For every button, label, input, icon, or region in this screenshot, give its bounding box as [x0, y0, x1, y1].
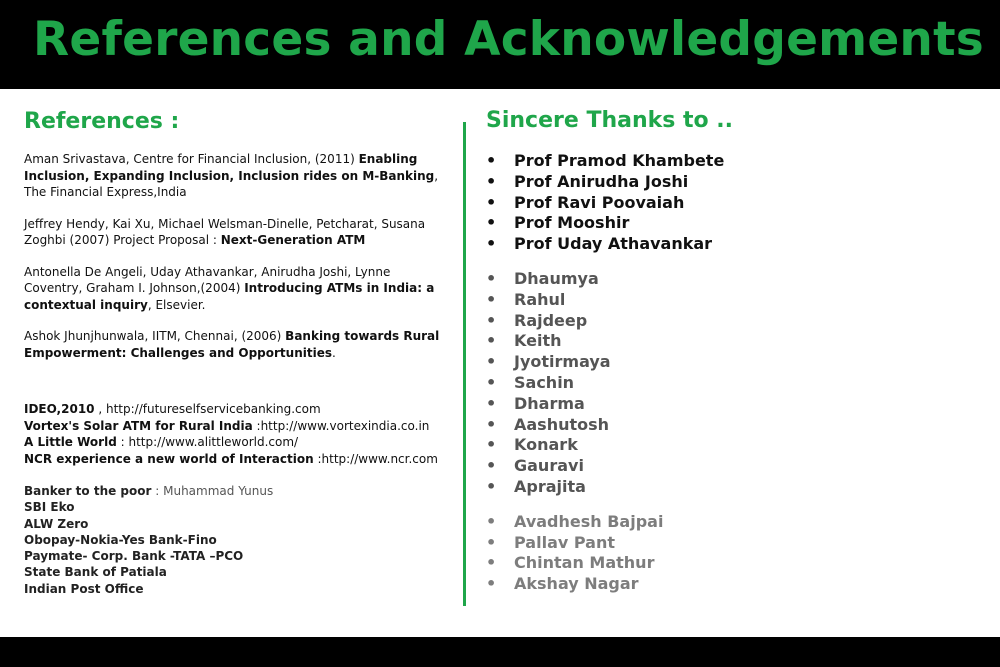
professor-name: • Prof Uday Athavankar — [486, 234, 966, 255]
thanks-column — [486, 108, 966, 595]
organization-item — [24, 483, 444, 499]
web-reference-url: :http://www.ncr.com — [313, 451, 438, 466]
organization-item — [24, 499, 444, 515]
web-reference-name: A Little World — [24, 435, 117, 449]
web-reference-item — [24, 434, 444, 451]
professor-name: • Prof Mooshir — [486, 213, 966, 234]
reference-item — [24, 328, 444, 361]
column-divider — [463, 122, 466, 606]
others-list — [486, 512, 966, 595]
peers-list — [486, 269, 966, 498]
other-name: • Pallav Pant — [486, 533, 966, 554]
other-name: • Avadhesh Bajpai — [486, 512, 966, 533]
reference-list — [24, 151, 444, 361]
web-reference-item — [24, 401, 444, 418]
reference-authors: Ashok Jhunjhunwala, IITM, Chennai, (2006) — [24, 329, 286, 343]
reference-authors: Aman Srivastava, Centre for Financial Inclusion, (2011) — [24, 152, 359, 166]
web-reference-name: Vortex's Solar ATM for Rural India — [24, 418, 253, 433]
web-reference-list — [24, 401, 444, 467]
peer-name: • Gauravi — [486, 456, 966, 477]
web-reference-item — [24, 418, 444, 435]
reference-item — [24, 216, 444, 249]
peer-name: • Aashutosh — [486, 415, 966, 436]
thanks-heading: Sincere Thanks to .. — [486, 108, 734, 133]
organization-item — [24, 532, 444, 548]
reference-title: Banking towards Rural Empowerment: Challenges and Opportunities — [24, 329, 440, 360]
reference-title: Next-Generation ATM — [220, 233, 366, 247]
organization-item — [24, 548, 444, 564]
web-reference-name: IDEO,2010 — [24, 402, 95, 416]
reference-title: Enabling Inclusion, Expanding Inclusion, Inclusion rides on M-Banking — [24, 152, 435, 183]
organization-name: SBI Eko — [24, 500, 75, 515]
reference-title: Introducing ATMs in India: a contextual inquiry — [24, 281, 435, 312]
peer-name: • Aprajita — [486, 477, 966, 498]
references-column — [24, 109, 444, 597]
professor-name: • Prof Anirudha Joshi — [486, 172, 966, 193]
web-reference-url: , http://futureselfservicebanking.com — [94, 402, 321, 416]
peer-name: • Keith — [486, 331, 966, 352]
peer-name: • Rahul — [486, 290, 966, 311]
organization-name: ALW Zero — [24, 516, 89, 531]
organization-name: Obopay-Nokia-Yes Bank-Fino — [24, 532, 217, 547]
organization-detail: : Muhammad Yunus — [151, 484, 274, 498]
reference-authors: Jeffrey Hendy, Kai Xu, Michael Welsman-Dinelle, Petcharat, Susana Zoghbi (2007) Project Proposal : — [24, 216, 426, 247]
web-reference-url: :http://www.vortexindia.co.in — [252, 418, 430, 433]
other-name: • Akshay Nagar — [486, 574, 966, 595]
web-reference-url: : http://www.alittleworld.com/ — [116, 435, 299, 449]
organization-name: State Bank of Patiala — [24, 565, 167, 580]
professor-name: • Prof Pramod Khambete — [486, 151, 966, 172]
reference-source: , The Financial Express,India — [24, 168, 439, 199]
peer-name: • Dharma — [486, 394, 966, 415]
organization-item — [24, 516, 444, 532]
organization-list — [24, 483, 444, 597]
reference-source: , Elsevier. — [147, 297, 206, 312]
peer-name: • Sachin — [486, 373, 966, 394]
web-reference-name: NCR experience a new world of Interaction — [24, 451, 314, 466]
reference-item — [24, 264, 444, 314]
organization-name: Banker to the poor — [24, 484, 152, 498]
peer-name: • Konark — [486, 435, 966, 456]
organization-name: Paymate- Corp. Bank -TATA –PCO — [24, 549, 244, 564]
reference-item — [24, 151, 444, 201]
footer-bar — [0, 637, 1000, 667]
organization-item — [24, 581, 444, 597]
slide-title: References and Acknowledgements — [33, 12, 984, 67]
reference-source: . — [332, 345, 336, 360]
professor-name: • Prof Ravi Poovaiah — [486, 193, 966, 214]
peer-name: • Rajdeep — [486, 311, 966, 332]
organization-item — [24, 564, 444, 580]
references-heading: References : — [24, 109, 180, 134]
other-name: • Chintan Mathur — [486, 553, 966, 574]
peer-name: • Dhaumya — [486, 269, 966, 290]
professors-list — [486, 151, 966, 255]
title-bar — [0, 0, 1000, 89]
peer-name: • Jyotirmaya — [486, 352, 966, 373]
organization-name: Indian Post Office — [24, 581, 144, 596]
web-reference-item — [24, 451, 444, 468]
reference-authors: Antonella De Angeli, Uday Athavankar, Anirudha Joshi, Lynne Coventry, Graham I. Johnson,(2004) — [24, 264, 391, 295]
